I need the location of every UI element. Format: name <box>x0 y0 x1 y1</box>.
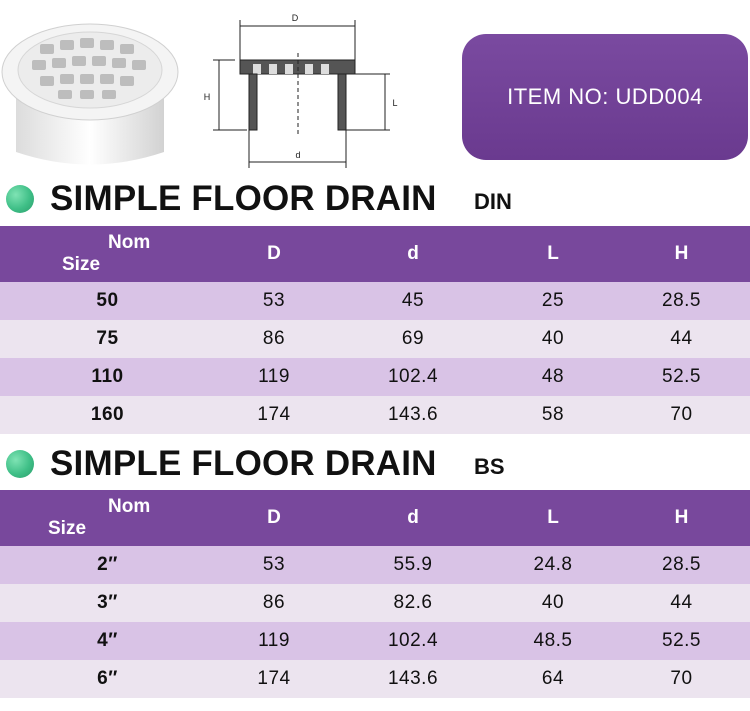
d-cell: 82.6 <box>333 584 493 622</box>
size-cell: 160 <box>0 396 215 434</box>
d-cell: 143.6 <box>333 660 493 698</box>
header-D: D <box>215 490 333 546</box>
size-cell: 6″ <box>0 660 215 698</box>
bs-spec-table <box>0 490 750 698</box>
item-number-text: ITEM NO: UDD004 <box>507 84 703 109</box>
bs-section-heading <box>0 440 750 488</box>
D-cell: 174 <box>215 396 333 434</box>
D-cell: 119 <box>215 622 333 660</box>
din-section-heading <box>0 175 750 223</box>
H-cell: 70 <box>613 660 750 698</box>
d-cell: 143.6 <box>333 396 493 434</box>
table-header-row <box>0 490 750 546</box>
header-L: L <box>493 226 613 282</box>
D-cell: 119 <box>215 358 333 396</box>
green-bullet-icon <box>6 185 34 213</box>
floor-drain-photo <box>0 12 180 172</box>
d-cell: 55.9 <box>333 546 493 584</box>
L-cell: 64 <box>493 660 613 698</box>
table-row <box>0 358 750 396</box>
table-row <box>0 546 750 584</box>
L-cell: 58 <box>493 396 613 434</box>
header-d: d <box>333 490 493 546</box>
header-d: d <box>333 226 493 282</box>
size-header-label: Size <box>62 254 101 275</box>
H-cell: 28.5 <box>613 546 750 584</box>
H-cell: 28.5 <box>613 282 750 320</box>
floor-drain-technical-drawing <box>195 8 410 173</box>
L-cell: 48.5 <box>493 622 613 660</box>
D-cell: 86 <box>215 584 333 622</box>
H-cell: 44 <box>613 320 750 358</box>
size-cell: 3″ <box>0 584 215 622</box>
d-cell: 102.4 <box>333 358 493 396</box>
dim-d-label: d <box>295 150 301 160</box>
d-cell: 102.4 <box>333 622 493 660</box>
size-cell: 110 <box>0 358 215 396</box>
dim-D-label: D <box>291 13 299 23</box>
L-cell: 25 <box>493 282 613 320</box>
L-cell: 24.8 <box>493 546 613 584</box>
table-row <box>0 584 750 622</box>
size-cell: 50 <box>0 282 215 320</box>
L-cell: 40 <box>493 320 613 358</box>
din-section-title: SIMPLE FLOOR DRAIN <box>50 179 437 218</box>
H-cell: 70 <box>613 396 750 434</box>
D-cell: 86 <box>215 320 333 358</box>
dim-L-label: L <box>392 98 398 108</box>
table-header-row <box>0 226 750 282</box>
green-bullet-icon <box>6 450 34 478</box>
table-row <box>0 320 750 358</box>
din-spec-table <box>0 226 750 434</box>
D-cell: 53 <box>215 546 333 584</box>
header-D: D <box>215 226 333 282</box>
D-cell: 53 <box>215 282 333 320</box>
bs-standard-label: BS <box>474 454 505 479</box>
header-H: H <box>613 226 750 282</box>
H-cell: 44 <box>613 584 750 622</box>
table-row <box>0 396 750 434</box>
L-cell: 48 <box>493 358 613 396</box>
size-cell: 4″ <box>0 622 215 660</box>
item-number-badge <box>462 34 748 160</box>
dim-H-label: H <box>203 92 211 102</box>
size-header-label: Size <box>48 518 87 539</box>
H-cell: 52.5 <box>613 622 750 660</box>
header-L: L <box>493 490 613 546</box>
table-row <box>0 622 750 660</box>
nom-size-header <box>0 490 215 546</box>
size-cell: 2″ <box>0 546 215 584</box>
d-cell: 69 <box>333 320 493 358</box>
H-cell: 52.5 <box>613 358 750 396</box>
nom-size-header <box>0 226 215 282</box>
header-H: H <box>613 490 750 546</box>
nom-header-label: Nom <box>108 232 151 253</box>
bs-section-title: SIMPLE FLOOR DRAIN <box>50 444 437 483</box>
din-standard-label: DIN <box>474 189 512 214</box>
table-row <box>0 282 750 320</box>
d-cell: 45 <box>333 282 493 320</box>
size-cell: 75 <box>0 320 215 358</box>
L-cell: 40 <box>493 584 613 622</box>
nom-header-label: Nom <box>108 496 151 517</box>
D-cell: 174 <box>215 660 333 698</box>
table-row <box>0 660 750 698</box>
